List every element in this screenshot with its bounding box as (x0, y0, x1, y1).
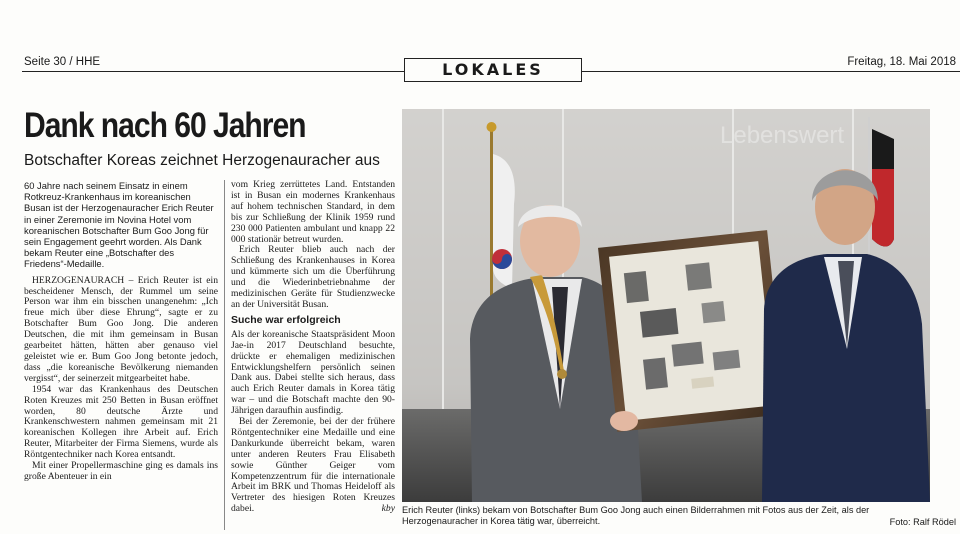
article-column-1 (24, 180, 218, 530)
article-column-2 (231, 180, 395, 530)
body-paragraph: Mit einer Propellermaschine ging es damals ins große Abenteuer in ein (24, 460, 218, 482)
body-paragraph-text: Bei der Zeremonie, bei der der frühere Röntgentechniker eine Medaille und eine Dankurkunde überreicht bekam, waren unter anderen Reuters Frau Elisabeth sowie Günther Geiger vom Kompetenzzentrum für die internationale Arbeit im BRK und Thomas Heideloff als Vertreter des hiesigen Roten Kreuzes dabei. (231, 416, 395, 515)
news-photo (402, 109, 930, 502)
body-paragraph: 1954 war das Krankenhaus des Deutschen Roten Kreuzes mit 250 Betten in Busan eröffnet worden, 80 deutsche Ärzte und Krankenschwestern nahmen gemeinsam mit 21 koreanischen Kollegen ihre Arbeit auf. Erich Reuter, Mitarbeiter der Firma Siemens, wurde als Röntgentechniker nach Korea entsandt. (24, 383, 218, 461)
body-paragraph: HERZOGENAURACH – Erich Reuter ist ein bescheidener Mensch, der Rummel um seine Person war ihm ein bisschen unangenehm: „Ich freue mich über diese Ehrung“, sagte er zu Botschafter Bum Goo Jong. Die anderen Deutschen, die mit ihm gemeinsam in Busan gearbeitet hätten, hätten aber genauso viel geleistet wie er. Bum Goo Jong betonte jedoch, dass „die koreanische Bevölkerung niemanden vergisst“, der seinerzeit mitgearbeitet habe. (24, 274, 218, 384)
author-initials: kby (381, 503, 395, 515)
subheadline: Botschafter Koreas zeichnet Herzogenauracher aus (24, 152, 380, 169)
headline: Dank nach 60 Jahren (24, 106, 306, 145)
body-paragraph: Als der koreanische Staatspräsident Moon Jae-in 2017 Deutschland besuchte, drückte er ehemaligen medizinischen Entwicklungshelfern persönlich seinen Dank aus. Dabei stellte sich heraus, dass auch Erich Reuter damals in Korea tätig war – und die Botschaft machte den 90-Jährigen daraufhin ausfindig. (231, 328, 395, 417)
column-divider (224, 180, 225, 530)
body-paragraph: Erich Reuter blieb auch nach der Schließung des Krankenhauses in Korea und kümmerte sich um die Überführung und die Wiederinbetriebnahme der medizinischen Geräte für Studienzwecke an der Universität Busan. (231, 244, 395, 310)
issue-date: Freitag, 18. Mai 2018 (847, 56, 956, 68)
svg-text:Lebenswert: Lebenswert (720, 122, 845, 149)
article-lead: 60 Jahre nach seinem Einsatz in einem Rotkreuz-Krankenhaus im koreanischen Busan ist der Herzogenauracher Erich Reuter in einer Zeremonie im Novina Hotel vom koreanischen Botschafter Bum Goo Jong für sein Engagement geehrt worden. Als Dank bekam Reuter eine „Botschafter des Friedens“-Medaille. (24, 180, 214, 270)
page-label: Seite 30 / HHE (24, 56, 101, 68)
section-title: LOKALES (404, 58, 582, 82)
body-paragraph (231, 417, 395, 515)
photo-caption: Erich Reuter (links) bekam von Botschafter Bum Goo Jong auch einen Bilderrahmen mit Fotos aus der Zeit, als der Herzogenauracher in Korea tätig war, überreicht. (402, 505, 870, 526)
body-paragraph: vom Krieg zerrüttetes Land. Entstanden ist in Busan ein modernes Krankenhaus auf hohem technischen Standard, in dem bis zur Schließung der Klinik 1959 rund 230 000 Patienten ambulant und knapp 22 000 stationär betreut wurden. (231, 180, 395, 245)
article-subtitle: Suche war erfolgreich (231, 313, 341, 326)
photo-credit: Foto: Ralf Rödel (889, 517, 956, 527)
